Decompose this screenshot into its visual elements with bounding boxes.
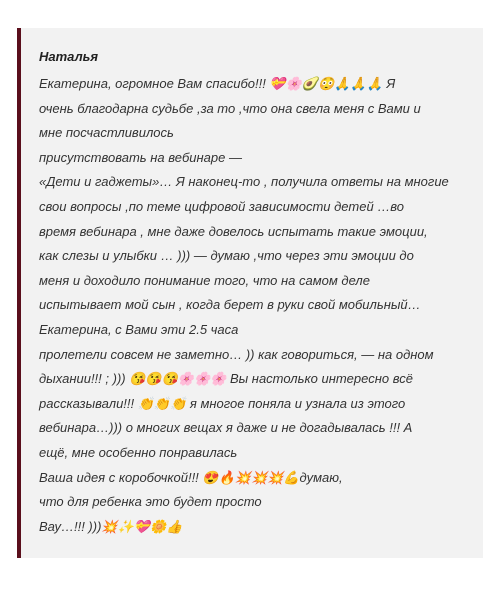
testimonial-text [39, 72, 469, 539]
testimonial-line: Екатерина, огромное Вам спасибо!!! 💝🌸🥑😳🙏🙏🙏 Я [39, 76, 396, 91]
testimonial-line: меня и доходило понимание того, что на самом деле [39, 272, 370, 288]
testimonial-line: что для ребенка это будет просто [39, 494, 262, 510]
author-name: Наталья [39, 49, 99, 64]
testimonial-line: вебинара…))) о многих вещах я даже и не догадывалась !!! А [39, 420, 413, 436]
testimonial-line: рассказывали!!! 👏👏👏 я многое поняла и узнала из этого [39, 395, 406, 411]
testimonial-card [17, 28, 483, 558]
testimonial-line: время вебинара , мне даже довелось испытать такие эмоции, [39, 223, 428, 239]
testimonial-line: ещё, мне особенно понравилась [39, 444, 238, 460]
testimonial-line: Вау…!!! )))💥✨💝🌼👍 [39, 518, 183, 534]
testimonial-line: как слезы и улыбки … ))) — думаю ,что через эти эмоции до [39, 248, 414, 264]
testimonial-line: свои вопросы ,по теме цифровой зависимости детей …во [39, 198, 405, 214]
testimonial-line: дыхании!!! ; ))) 😘😘😘🌸🌸🌸 Вы настолько интересно всё [39, 371, 413, 387]
testimonial-line: Ваша идея с коробочкой!!! 😍🔥💥💥💥💪думаю, [39, 469, 343, 485]
testimonial-line: очень благодарна судьбе ,за то ,что она свела меня с Вами и [39, 100, 421, 116]
testimonial-line: пролетели совсем не заметно… )) как говориться, — на одном [39, 346, 434, 362]
testimonial-line: испытывает мой сын , когда берет в руки свой мобильный… [39, 297, 421, 313]
testimonial-line: «Дети и гаджеты»… Я наконец-то , получила ответы на многие [39, 174, 449, 190]
testimonial-line: мне посчастливилось [39, 125, 174, 141]
testimonial-line: присутствовать на вебинаре — [39, 149, 242, 165]
testimonial-line: Екатерина, с Вами эти 2.5 часа [39, 321, 239, 337]
